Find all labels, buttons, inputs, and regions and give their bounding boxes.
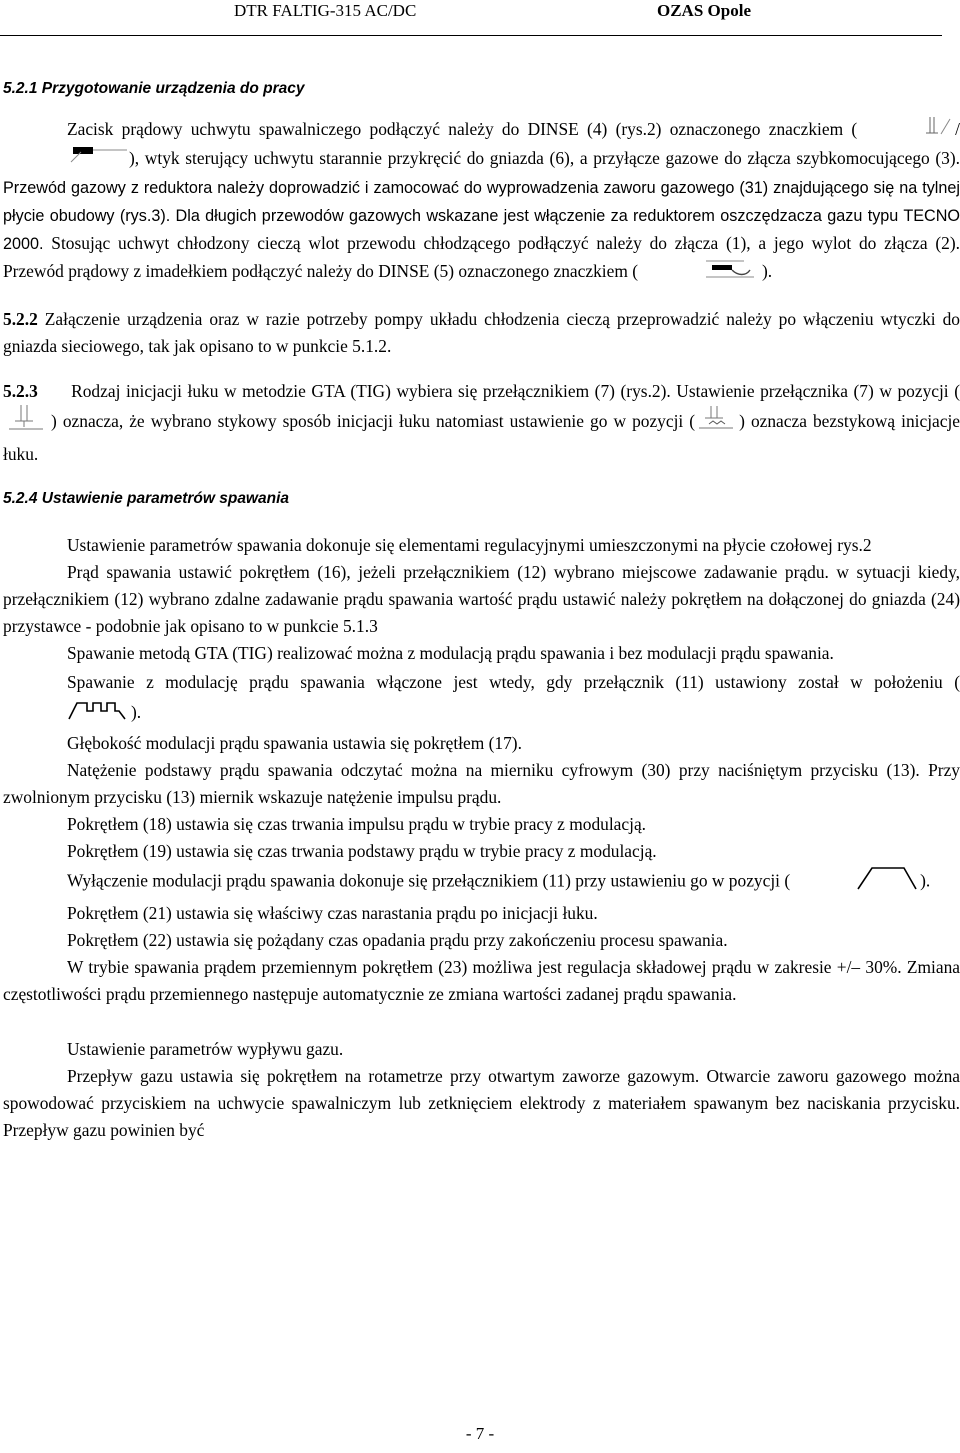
- torch-icon: [857, 117, 955, 145]
- header-company: OZAS Opole: [657, 1, 751, 20]
- paragraph: Pokrętłem (18) ustawia się czas trwania impulsu prądu w trybie pracy z modulacją.: [67, 813, 647, 834]
- text-run: ), wtyk sterujący uchwytu starannie przykręcić do gniazda (6), a przyłącze gazowe do złącza szybkomocującego (3).: [129, 148, 960, 168]
- text-run: ) oznacza, że wybrano stykowy sposób inicjacji łuku natomiast ustawienie go w pozycji (: [51, 411, 696, 431]
- text-run: Wyłączenie modulacji prądu spawania dokonuje się przełącznikiem (11) przy ustawieniu go w pozycji (: [67, 870, 791, 890]
- paragraph: Ustawienie parametrów spawania dokonuje się elementami regulacyjnymi umieszczonymi na płycie czołowej rys.2: [67, 535, 872, 555]
- text-run: Spawanie z modulację prądu spawania włączone jest wtedy, gdy przełącznik (11) ustawiony został w położeniu (: [67, 672, 960, 692]
- trapezoid-wave-icon: [790, 865, 920, 900]
- paragraph: Spawanie metodą GTA (TIG) realizować można z modulacją prądu spawania i bez modulacji prądu spawania.: [67, 643, 834, 663]
- gas-paragraph: Przepływ gazu ustawia się pokrętłem na rotametrze przy otwartym zaworze gazowym. Otwarcie zaworu gazowego można spowodować przyciskiem na uchwycie spawalniczym lub zetknięciem elektrody z materiałem spawanym bez naciskania przycisku. Przepływ gazu powinien być: [3, 1065, 960, 1140]
- document-body: [3, 80, 960, 1144]
- text-run: Przewód gazowy z reduktora należy doprowadzić i zamocować do wyprowadzenia zaworu gazowego (31) znajdującego się na tylnej płycie obudowy (rys.3). Dla długich przewodów gazowych wskazane jest włączenie za reduktorem oszczędzacza gazu typu TECNO 2000.: [3, 179, 960, 253]
- text-run: /: [955, 119, 960, 139]
- text-run: Załączenie urządzenia oraz w razie potrzeby pompy układu chłodzenia cieczą przeprowadzić należy po włączeniu wtyczki do gniazda sieciowego, tak jak opisano to w punkcie 5.1.2.: [3, 309, 960, 356]
- section-5-2-4-title: 5.2.4 Ustawienie parametrów spawania: [3, 490, 290, 507]
- header-rule: [0, 35, 942, 36]
- paragraph: Pokrętłem (21) ustawia się właściwy czas narastania prądu po inicjacji łuku.: [67, 902, 598, 923]
- paragraph-modulation-off: [3, 865, 960, 900]
- paragraph: Pokrętłem (19) ustawia się czas trwania podstawy prądu w trybie pracy z modulacją.: [67, 840, 657, 861]
- contactless-arc-start-icon: [695, 406, 739, 440]
- text-run: ).: [920, 870, 931, 890]
- paragraph: W trybie spawania prądem przemiennym pokrętłem (23) możliwa jest regulacja składowej prądu w zakresie +/– 30%. Zmiana częstotliwości prądu przemiennego następuje automatycznie ze zmiana wartości zadanej prądu spawania.: [3, 956, 960, 1004]
- contact-arc-start-icon: [3, 405, 51, 441]
- section-5-2-2-paragraph: [3, 306, 960, 360]
- section-5-2-1-title: 5.2.1 Przygotowanie urządzenia do pracy: [3, 80, 305, 97]
- page-header: [0, 0, 960, 40]
- text-run: Rodzaj inicjacji łuku w metodzie GTA (TIG) wybiera się przełącznikiem (7) (rys.2). Ustawienie przełącznika (7) w pozycji (: [71, 381, 960, 401]
- paragraph: Prąd spawania ustawić pokrętłem (16), jeżeli przełącznikiem (12) wybrano miejscowe zadawanie prądu. w sytuacji kiedy, przełącznikiem (12) wybrano zdalne zadawanie prądu spawania wartość prądu ustawić należy pokrętłem na dołączonej do gniazda (24) przystawce - podobnie jak opisano to w punkcie 5.1.3: [3, 562, 960, 636]
- text-run: ).: [131, 702, 142, 722]
- text-run: Zacisk prądowy uchwytu spawalniczego podłączyć należy do DINSE (4) (rys.2) oznaczonego znaczkiem (: [67, 119, 858, 139]
- section-number: 5.2.3: [3, 381, 38, 401]
- section-5-2-3-paragraph: [3, 378, 960, 468]
- page-number: - 7 -: [465, 1424, 495, 1443]
- pulse-wave-icon: [3, 699, 131, 730]
- text-run: ).: [761, 261, 773, 281]
- section-5-2-1-paragraph: [3, 116, 960, 288]
- control-plug-icon: [3, 146, 129, 174]
- text-run: Stosując uchwyt chłodzony cieczą wlot przewodu chłodzącego podłączyć należy do złącza (1), a jego wylot do złącza (2). Przewód prądowy z imadełkiem podłączyć należy do DINSE (5) oznaczonego znaczkiem (: [3, 233, 960, 281]
- paragraph: Głębokość modulacji prądu spawania ustawia się pokrętłem (17).: [67, 732, 522, 753]
- paragraph: Pokrętłem (22) ustawia się pożądany czas opadania prądu przy zakończeniu procesu spawania.: [67, 929, 728, 950]
- paragraph-modulation-on: [3, 667, 960, 730]
- paragraph: Natężenie podstawy prądu spawania odczytać można na mierniku cyfrowym (30) przy naciśniętym przycisku (13). Przy zwolnionym przycisku (13) miernik wskazuje natężenie impulsu prądu.: [3, 759, 960, 807]
- text-run: ) oznacza bezstykową inicjacje łuku.: [3, 411, 960, 464]
- ground-clamp-icon: [638, 258, 762, 288]
- gas-heading: Ustawienie parametrów wypływu gazu.: [67, 1038, 344, 1059]
- section-number: 5.2.2: [3, 309, 38, 329]
- header-document-title: DTR FALTIG-315 AC/DC: [234, 1, 417, 20]
